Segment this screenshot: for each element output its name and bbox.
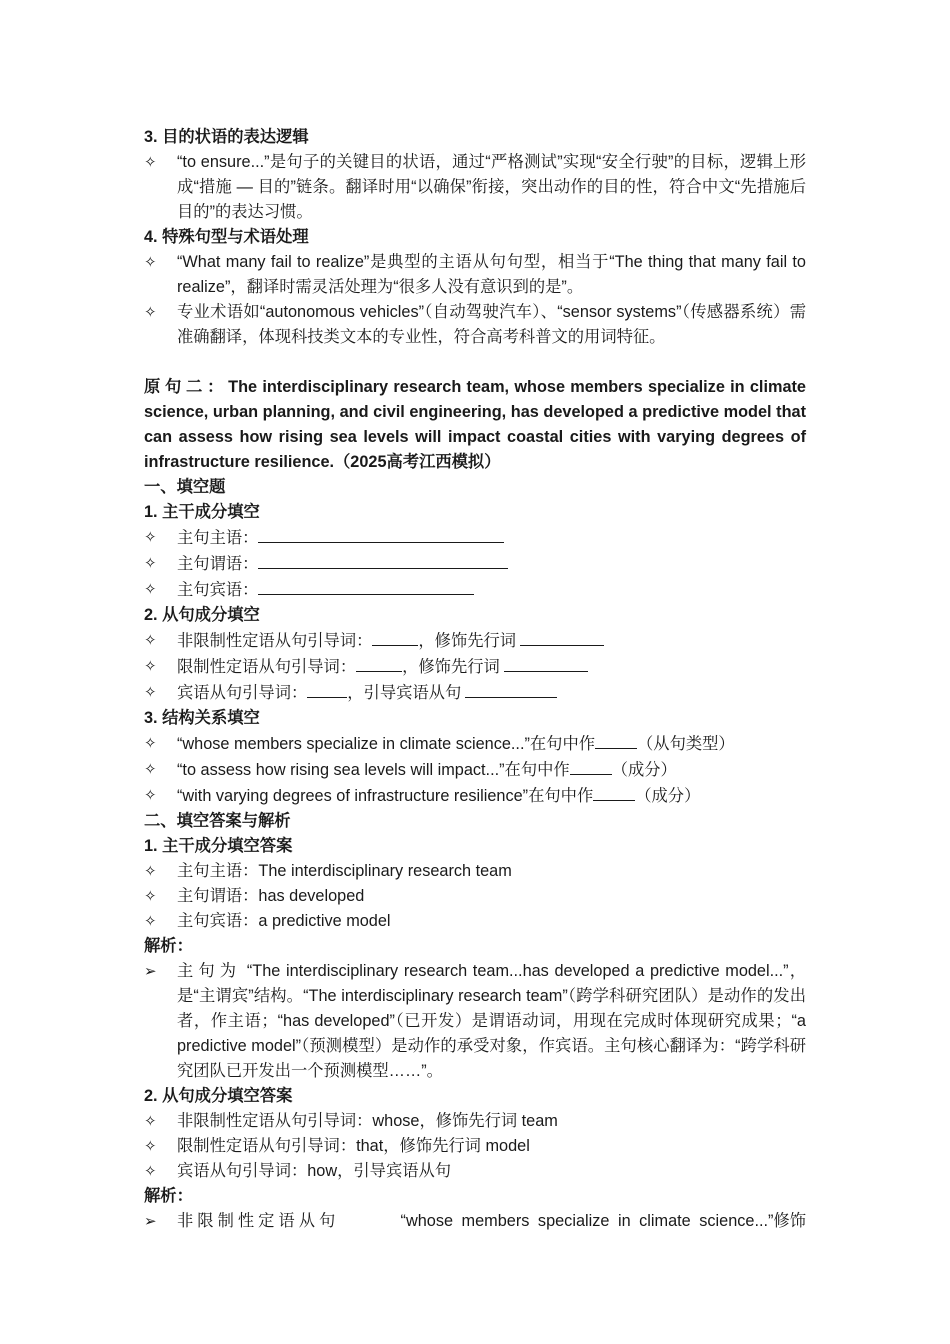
fill-label: （从句类型） — [637, 735, 735, 753]
answer-blank[interactable] — [593, 783, 635, 801]
fill-label: “whose members specialize in climate science...”在句中作 — [177, 735, 596, 753]
diamond-bullet-icon: ✧ — [144, 735, 157, 752]
list-item — [144, 150, 806, 225]
fill-label: “to assess how rising sea levels will impact...”在句中作 — [177, 761, 570, 779]
list-item — [144, 731, 806, 757]
diamond-bullet-icon: ✧ — [144, 888, 157, 905]
answer-text: 宾语从句引导词：how，引导宾语从句 — [177, 1162, 452, 1180]
diamond-bullet-icon: ✧ — [144, 581, 157, 598]
answer-blank[interactable] — [258, 525, 504, 543]
main-answer-title: 1. 主干成分填空答案 — [144, 837, 293, 855]
diamond-bullet-icon: ✧ — [144, 254, 157, 271]
fill-label: “with varying degrees of infrastructure resilience”在句中作 — [177, 787, 594, 805]
section-4-title: 4. 特殊句型与术语处理 — [144, 228, 309, 246]
answer-blank[interactable] — [356, 654, 402, 672]
source-text: The interdisciplinary research team, whose members specialize in climate science, urban planning, and civil engineering, has developed a predictive model that can assess how rising sea levels will impact coastal cities with varying degrees of infrastructure resilience.（2025高考江西模拟） — [144, 378, 806, 471]
list-item — [144, 959, 806, 1084]
fill-label: 非限制性定语从句引导词： — [177, 632, 373, 650]
fill-label: 宾语从句引导词： — [177, 684, 308, 702]
fill-label: （成分） — [635, 787, 701, 805]
fill-label: 主句宾语： — [177, 581, 259, 599]
arrow-bullet-icon: ➢ — [144, 1213, 157, 1230]
bullet-text: “to ensure...”是句子的关键目的状语，通过“严格测试”实现“安全行驶”的目标，逻辑上形成“措施 — 目的”链条。翻译时用“以确保”衔接，突出动作的目的性，符合中文“先措施后目的”的表达习惯。 — [177, 153, 806, 221]
list-item — [144, 628, 806, 654]
fill-label: ，修饰先行词 — [402, 658, 500, 676]
main-fill-title: 1. 主干成分填空 — [144, 503, 260, 521]
diamond-bullet-icon: ✧ — [144, 761, 157, 778]
struct-fill-title: 3. 结构关系填空 — [144, 709, 260, 727]
list-item — [144, 1109, 806, 1134]
answer-text: 非限制性定语从句引导词：whose，修饰先行词 team — [177, 1112, 558, 1130]
document-page — [144, 125, 806, 1234]
list-item — [144, 300, 806, 350]
list-item — [144, 1209, 806, 1234]
list-item — [144, 757, 806, 783]
arrow-bullet-icon: ➢ — [144, 963, 157, 980]
bullet-text: 专业术语如“autonomous vehicles”（自动驾驶汽车）、“sensor systems”（传感器系统）需准确翻译，体现科技类文本的专业性，符合高考科普文的用词特征。 — [177, 303, 806, 346]
answer-blank[interactable] — [372, 628, 418, 646]
section-3-title: 3. 目的状语的表达逻辑 — [144, 128, 309, 146]
fill-label: 主句主语： — [177, 529, 259, 547]
clause-fill-title: 2. 从句成分填空 — [144, 606, 260, 624]
list-item — [144, 250, 806, 300]
list-item — [144, 909, 806, 934]
answer-blank[interactable] — [504, 654, 588, 672]
analysis-label: 解析： — [144, 1187, 193, 1205]
list-item — [144, 859, 806, 884]
diamond-bullet-icon: ✧ — [144, 1113, 157, 1130]
diamond-bullet-icon: ✧ — [144, 555, 157, 572]
diamond-bullet-icon: ✧ — [144, 913, 157, 930]
bullet-text: “What many fail to realize”是典型的主语从句句型，相当于“The thing that many fail to realize”，翻译时需灵活处理为“很多人没有意识到的是”。 — [177, 253, 806, 296]
analysis-text: “whose members specialize in climate science...”修饰 — [400, 1212, 806, 1230]
analysis-lead: 主句为 — [177, 962, 242, 980]
answer-text: 主句主语：The interdisciplinary research team — [177, 862, 512, 880]
answer-text: 限制性定语从句引导词：that，修饰先行词 model — [177, 1137, 530, 1155]
answer-blank[interactable] — [595, 731, 637, 749]
list-item — [144, 884, 806, 909]
diamond-bullet-icon: ✧ — [144, 658, 157, 675]
list-item — [144, 525, 806, 551]
analysis-label: 解析： — [144, 937, 193, 955]
diamond-bullet-icon: ✧ — [144, 787, 157, 804]
answer-blank[interactable] — [520, 628, 604, 646]
diamond-bullet-icon: ✧ — [144, 1138, 157, 1155]
part-b-title: 二、填空答案与解析 — [144, 812, 291, 830]
analysis-lead: 非限制性定语从句 — [177, 1212, 340, 1230]
answer-blank[interactable] — [307, 680, 347, 698]
source-sentence — [144, 375, 806, 475]
diamond-bullet-icon: ✧ — [144, 529, 157, 546]
fill-label: 主句谓语： — [177, 555, 259, 573]
answer-blank[interactable] — [258, 551, 508, 569]
list-item — [144, 577, 806, 603]
fill-label: ，引导宾语从句 — [347, 684, 462, 702]
list-item — [144, 1134, 806, 1159]
list-item — [144, 1159, 806, 1184]
answer-blank[interactable] — [570, 757, 612, 775]
diamond-bullet-icon: ✧ — [144, 632, 157, 649]
part-a-title: 一、填空题 — [144, 478, 226, 496]
fill-label: （成分） — [611, 761, 677, 779]
diamond-bullet-icon: ✧ — [144, 304, 157, 321]
answer-blank[interactable] — [465, 680, 557, 698]
diamond-bullet-icon: ✧ — [144, 1163, 157, 1180]
answer-text: 主句宾语：a predictive model — [177, 912, 391, 930]
diamond-bullet-icon: ✧ — [144, 154, 157, 171]
fill-label: 限制性定语从句引导词： — [177, 658, 357, 676]
list-item — [144, 783, 806, 809]
source-label: 原句二： — [144, 378, 229, 396]
diamond-bullet-icon: ✧ — [144, 684, 157, 701]
clause-answer-title: 2. 从句成分填空答案 — [144, 1087, 293, 1105]
diamond-bullet-icon: ✧ — [144, 863, 157, 880]
answer-blank[interactable] — [258, 577, 474, 595]
analysis-text: “The interdisciplinary research team...has developed a predictive model...”，是“主谓宾”结构。“The interdisciplinary research team”（跨学科研究团队）是动作的发出者，作主语；“has developed”（已开发）是谓语动词，用现在完成时体现研究成果；“a predictive model”（预测模型）是动作的承受对象，作宾语。主句核心翻译为：“跨学科研究团队已开发出一个预测模型……”。 — [177, 962, 806, 1080]
list-item — [144, 680, 806, 706]
list-item — [144, 551, 806, 577]
fill-label: ，修饰先行词 — [418, 632, 517, 650]
list-item — [144, 654, 806, 680]
answer-text: 主句谓语：has developed — [177, 887, 365, 905]
